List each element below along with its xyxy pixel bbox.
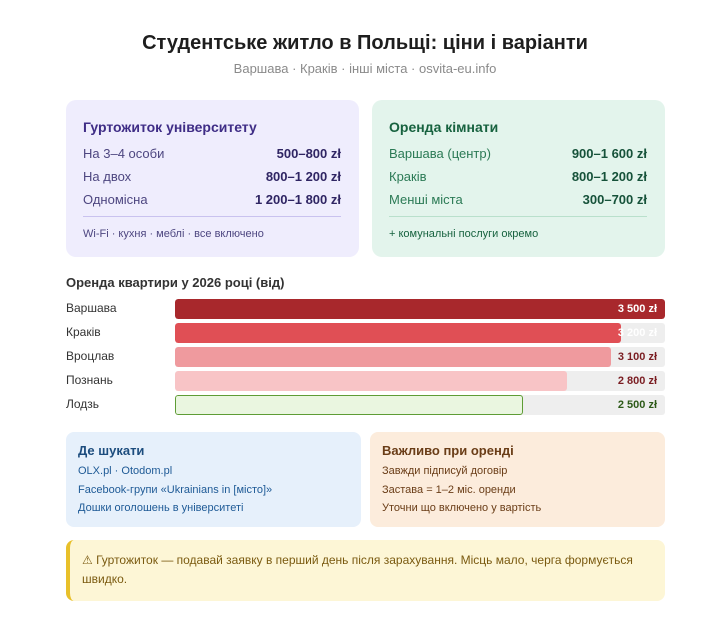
city-label: Познань (66, 373, 113, 387)
dorm-row-price: 500–800 zł (276, 146, 341, 161)
bar-track (175, 299, 665, 319)
dorm-row (83, 192, 341, 210)
rental-tips-box (370, 432, 665, 527)
room-row-price: 300–700 zł (582, 192, 647, 207)
bar-track (175, 395, 665, 415)
apartment-bar-row (66, 323, 666, 343)
bar-value: 2 800 zł (617, 375, 657, 387)
dorm-row-price: 1 200–1 800 zł (254, 192, 341, 207)
city-label: Варшава (66, 301, 117, 315)
room-card (372, 100, 665, 257)
dorm-note: Wi-Fi · кухня · меблі · все включено (83, 228, 264, 240)
rental-tip-line: Уточни що включено у вартість (382, 502, 542, 514)
where-to-search-line: OLX.pl · Otodom.pl (78, 465, 173, 477)
city-label: Лодзь (66, 397, 100, 411)
room-row (389, 192, 647, 210)
where-to-search-line: Facebook-групи «Ukrainians in [місто]» (78, 484, 273, 496)
room-row-price: 800–1 200 zł (571, 169, 647, 184)
bar-fill (175, 371, 567, 391)
dorm-row-label: На 3–4 особи (83, 146, 165, 161)
rental-tip-line: Застава = 1–2 міс. оренди (382, 484, 516, 496)
apartments-title: Оренда квартири у 2026 році (від) (66, 275, 285, 290)
warning-text: ⚠ Гуртожиток — подавай заявку в перший день після зарахування. Місць мало, черга формується швидко. (82, 553, 633, 586)
apartment-bar-row (66, 299, 666, 319)
bar-value: 3 200 zł (617, 327, 657, 339)
apartment-bar-row (66, 371, 666, 391)
page-subtitle: Варшава · Краків · інші міста · osvita-eu.info (233, 61, 497, 76)
rental-tip-line: Завжди підписуй договір (382, 465, 508, 477)
dorm-divider (83, 216, 341, 217)
dorm-row-label: На двох (83, 169, 132, 184)
bar-value: 3 100 zł (617, 351, 657, 363)
dorm-card-title: Гуртожиток університету (83, 119, 257, 135)
page-title: Студентське житло в Польщі: ціни і варіанти (142, 32, 588, 54)
dorm-row (83, 169, 341, 187)
dorm-row (83, 146, 341, 164)
dorm-row-label: Одномісна (83, 192, 148, 207)
bar-fill (175, 395, 523, 415)
where-to-search-title: Де шукати (78, 443, 145, 458)
bar-fill (175, 323, 621, 343)
where-to-search-box (66, 432, 361, 527)
city-label: Краків (66, 325, 101, 339)
bar-track (175, 347, 665, 367)
room-row-label: Краків (389, 169, 427, 184)
apartment-bar-row (66, 347, 666, 367)
bar-fill (175, 299, 665, 319)
apartment-bar-row (66, 395, 666, 415)
bar-value: 3 500 zł (617, 303, 657, 315)
room-row-price: 900–1 600 zł (571, 146, 647, 161)
rental-tips-title: Важливо при оренді (382, 443, 514, 458)
room-note: + комунальні послуги окремо (389, 228, 539, 240)
where-to-search-line: Дошки оголошень в університеті (78, 502, 244, 514)
bar-value: 2 500 zł (617, 399, 657, 411)
city-label: Вроцлав (66, 349, 115, 363)
bar-track (175, 323, 665, 343)
room-row-label: Варшава (центр) (389, 146, 491, 161)
room-row-label: Менші міста (389, 192, 463, 207)
room-row (389, 169, 647, 187)
dorm-row-price: 800–1 200 zł (265, 169, 341, 184)
dorm-card (66, 100, 359, 257)
room-card-title: Оренда кімнати (389, 119, 499, 135)
room-row (389, 146, 647, 164)
bar-fill (175, 347, 611, 367)
warning-callout (66, 540, 665, 601)
bar-track (175, 371, 665, 391)
room-divider (389, 216, 647, 217)
